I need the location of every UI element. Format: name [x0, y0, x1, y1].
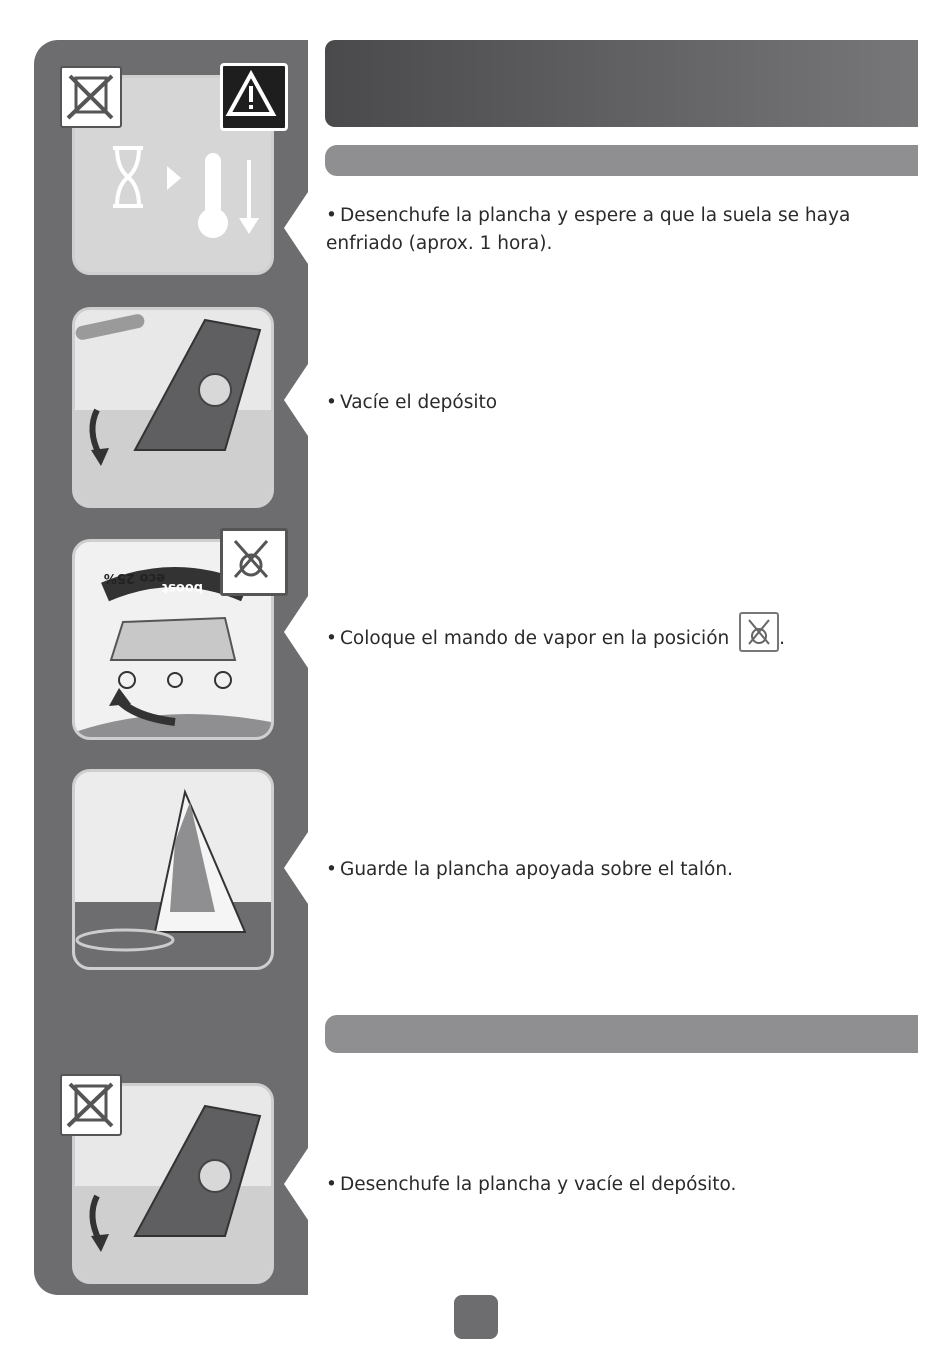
store-iron-panel [72, 769, 274, 970]
step-3-text: Coloque el mando de vapor en la posición [340, 628, 730, 649]
step-3: • Coloque el mando de vapor en la posición . [326, 612, 918, 653]
step-5-text: Desenchufe la plancha y vacíe el depósito. [340, 1174, 737, 1195]
hourglass-icon [113, 148, 143, 206]
step-5: • Desenchufe la plancha y vacíe el depósito. [326, 1174, 737, 1195]
step-2-text: Vacíe el depósito [340, 392, 498, 413]
no-plug-icon [60, 1074, 122, 1136]
dial-boost-label: boost [161, 580, 203, 595]
page-number-tab [454, 1295, 498, 1339]
pointer-arrow [284, 192, 308, 264]
steam-off-icon [739, 612, 779, 652]
section-bar-1 [325, 145, 918, 176]
pointer-arrow [284, 596, 308, 668]
no-plug-icon [60, 66, 122, 128]
dial-eco-label: eco 25% [103, 570, 165, 585]
step-2: • Vacíe el depósito [326, 392, 498, 413]
step-1-text: Desenchufe la plancha y espere a que la suela se haya enfriado (aprox. 1 hora). [326, 205, 851, 254]
step-3-suffix: . [779, 628, 786, 649]
pointer-arrow [284, 1148, 308, 1220]
pointer-arrow [284, 832, 308, 904]
step-1: • Desenchufe la plancha y espere a que la suela se haya enfriado (aprox. 1 hora). [326, 205, 851, 254]
thermometer-down-icon [198, 153, 259, 238]
warning-icon [220, 63, 288, 131]
step-4-text: Guarde la plancha apoyada sobre el talón. [340, 859, 733, 880]
step-4: • Guarde la plancha apoyada sobre el talón. [326, 859, 733, 880]
section-bar-2 [325, 1015, 918, 1053]
page-header-bar [325, 40, 918, 127]
pointer-arrow [284, 364, 308, 436]
empty-tank-panel [72, 307, 274, 508]
arrow-right-icon [167, 166, 181, 190]
steam-off-icon [220, 528, 288, 596]
